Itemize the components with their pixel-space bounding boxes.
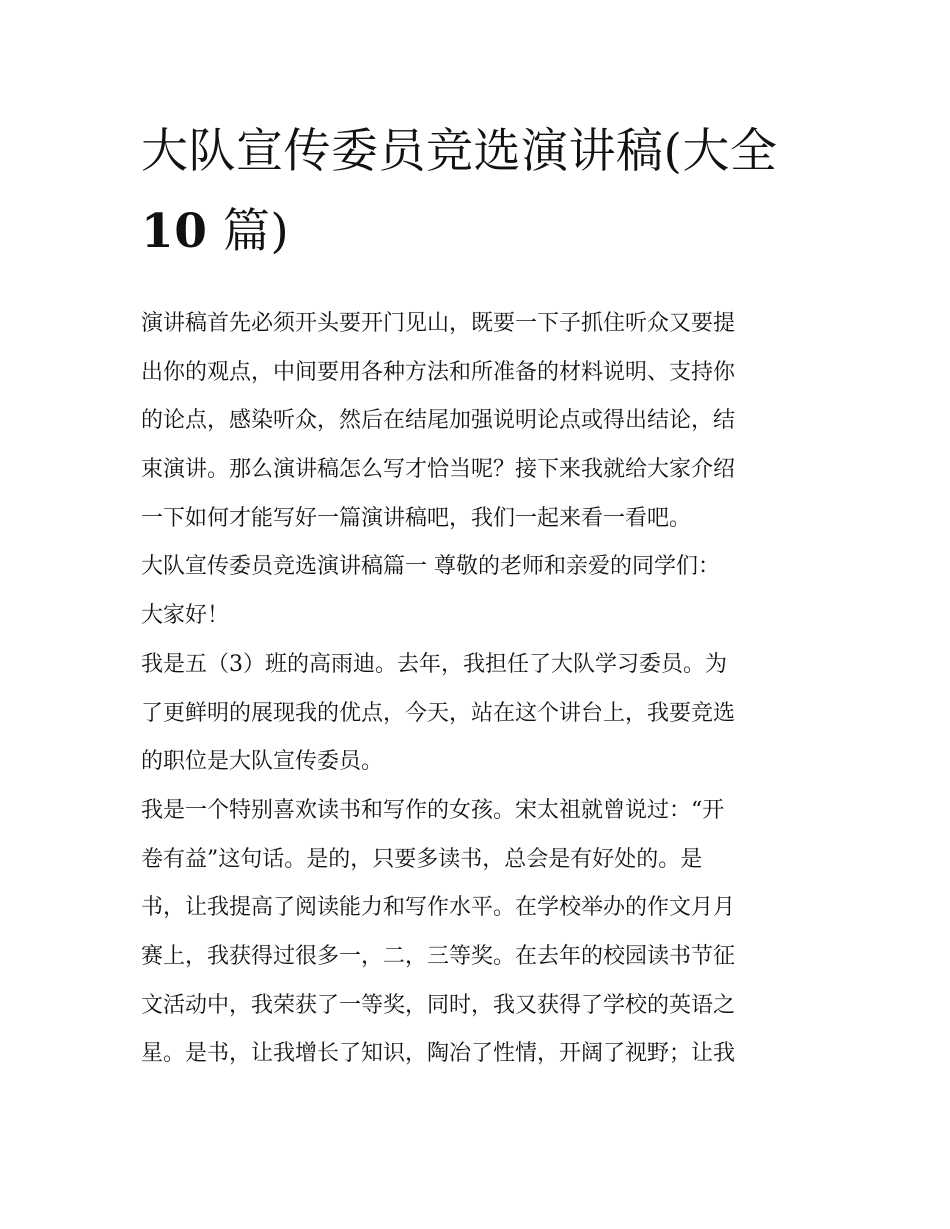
text-line: 卷有益”这句话。是的，只要多读书，总会是有好处的。是 <box>141 846 703 872</box>
text-line: 束演讲。那么演讲稿怎么写才恰当呢？接下来我就给大家介绍 <box>141 457 736 483</box>
text-line: 大队宣传委员竞选演讲稿篇一 尊敬的老师和亲爱的同学们： <box>141 554 720 580</box>
document-title <box>141 112 813 272</box>
text-line: 我是五（3）班的高雨迪。去年，我担任了大队学习委员。为 <box>141 651 727 677</box>
text-line: 的职位是大队宣传委员。 <box>141 749 384 775</box>
text-line: 一下如何才能写好一篇演讲稿吧，我们一起来看一看吧。 <box>141 505 692 531</box>
text-line: 书，让我提高了阅读能力和写作水平。在学校举办的作文月月 <box>141 895 736 921</box>
document-body <box>141 300 813 1079</box>
title-line-1: 大队宣传委员竞选演讲稿(大全 <box>141 124 778 179</box>
title-line-2: 篇) <box>207 204 290 259</box>
text-line: 演讲稿首先必须开头要开门见山，既要一下子抓住听众又要提 <box>141 311 736 336</box>
text-line: 文活动中，我荣获了一等奖，同时，我又获得了学校的英语之 <box>141 992 736 1018</box>
text-line: 的论点，感染听众，然后在结尾加强说明论点或得出结论，结 <box>141 408 736 434</box>
text-line: 星。是书，让我增长了知识，陶冶了性情，开阔了视野；让我 <box>141 1041 736 1067</box>
document-page <box>141 112 813 1079</box>
text-line: 大家好！ <box>141 603 230 629</box>
text-line: 我是一个特别喜欢读书和写作的女孩。宋太祖就曾说过：“开 <box>141 797 725 823</box>
text-line: 出你的观点，中间要用各种方法和所准备的材料说明、支持你 <box>141 359 736 385</box>
text-line: 赛上，我获得过很多一，二，三等奖。在去年的校园读书节征 <box>141 943 736 969</box>
title-number: 10 <box>141 204 208 259</box>
text-line: 了更鲜明的展现我的优点，今天，站在这个讲台上，我要竞选 <box>141 700 736 726</box>
